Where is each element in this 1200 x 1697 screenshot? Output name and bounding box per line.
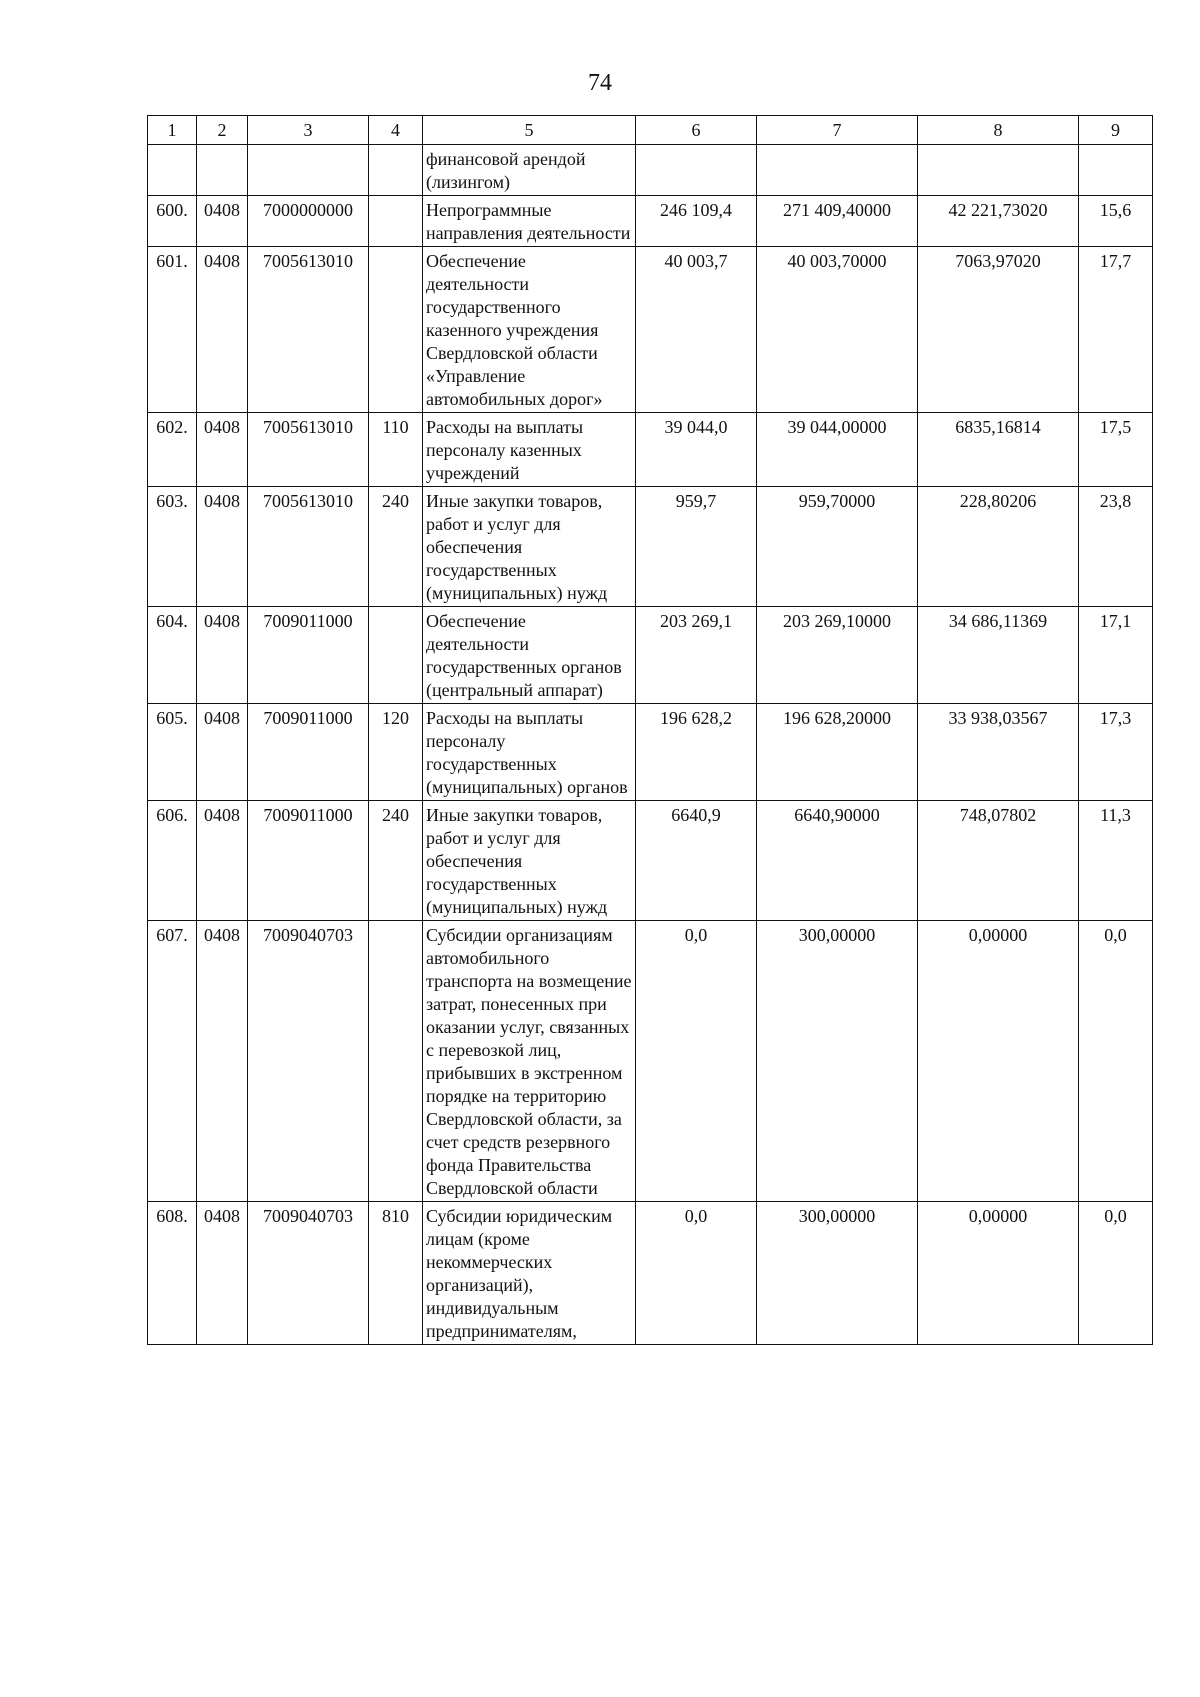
target-article-cell: 7009040703 bbox=[248, 1202, 369, 1345]
execution-cell: 34 686,11369 bbox=[918, 607, 1079, 704]
section-code-cell: 0408 bbox=[197, 247, 248, 413]
amount-cell bbox=[636, 145, 757, 196]
execution-cell: 7063,97020 bbox=[918, 247, 1079, 413]
table-row bbox=[148, 921, 1153, 1202]
section-code-cell: 0408 bbox=[197, 1202, 248, 1345]
table-row bbox=[148, 145, 1153, 196]
page-number: 74 bbox=[588, 70, 612, 96]
target-article-cell: 7009011000 bbox=[248, 801, 369, 921]
target-article-cell: 7000000000 bbox=[248, 196, 369, 247]
target-article-cell: 7009011000 bbox=[248, 607, 369, 704]
column-header: 6 bbox=[636, 116, 757, 145]
percent-cell: 11,3 bbox=[1079, 801, 1153, 921]
percent-cell bbox=[1079, 145, 1153, 196]
amount-cell: 0,0 bbox=[636, 1202, 757, 1345]
amount-cell: 196 628,20000 bbox=[757, 704, 918, 801]
description-cell: Обеспечение деятельности государственных органов (центральный аппарат) bbox=[423, 607, 636, 704]
expense-type-cell: 120 bbox=[369, 704, 423, 801]
table-row bbox=[148, 607, 1153, 704]
table-row bbox=[148, 247, 1153, 413]
section-code-cell: 0408 bbox=[197, 607, 248, 704]
row-number-cell: 602. bbox=[148, 413, 197, 487]
description-cell: Непрограммные направления деятельности bbox=[423, 196, 636, 247]
section-code-cell: 0408 bbox=[197, 413, 248, 487]
description-cell: Расходы на выплаты персоналу государственных (муниципальных) органов bbox=[423, 704, 636, 801]
description-cell: Субсидии юридическим лицам (кроме некоммерческих организаций), индивидуальным предпринимателям, bbox=[423, 1202, 636, 1345]
amount-cell: 196 628,2 bbox=[636, 704, 757, 801]
percent-cell: 17,5 bbox=[1079, 413, 1153, 487]
expense-type-cell: 110 bbox=[369, 413, 423, 487]
percent-cell: 15,6 bbox=[1079, 196, 1153, 247]
amount-cell: 300,00000 bbox=[757, 921, 918, 1202]
amount-cell: 203 269,1 bbox=[636, 607, 757, 704]
percent-cell: 23,8 bbox=[1079, 487, 1153, 607]
expense-type-cell bbox=[369, 921, 423, 1202]
section-code-cell: 0408 bbox=[197, 801, 248, 921]
execution-cell: 0,00000 bbox=[918, 1202, 1079, 1345]
target-article-cell: 7005613010 bbox=[248, 247, 369, 413]
column-header: 8 bbox=[918, 116, 1079, 145]
column-header: 5 bbox=[423, 116, 636, 145]
row-number-cell: 605. bbox=[148, 704, 197, 801]
column-header: 1 bbox=[148, 116, 197, 145]
amount-cell: 39 044,0 bbox=[636, 413, 757, 487]
amount-cell: 39 044,00000 bbox=[757, 413, 918, 487]
table-row bbox=[148, 196, 1153, 247]
percent-cell: 17,7 bbox=[1079, 247, 1153, 413]
section-code-cell: 0408 bbox=[197, 196, 248, 247]
execution-cell: 0,00000 bbox=[918, 921, 1079, 1202]
row-number-cell: 607. bbox=[148, 921, 197, 1202]
percent-cell: 17,3 bbox=[1079, 704, 1153, 801]
expense-type-cell bbox=[369, 145, 423, 196]
execution-cell bbox=[918, 145, 1079, 196]
description-cell: Иные закупки товаров, работ и услуг для обеспечения государственных (муниципальных) нужд bbox=[423, 487, 636, 607]
target-article-cell: 7005613010 bbox=[248, 487, 369, 607]
row-number-cell bbox=[148, 145, 197, 196]
target-article-cell: 7009040703 bbox=[248, 921, 369, 1202]
execution-cell: 33 938,03567 bbox=[918, 704, 1079, 801]
target-article-cell: 7005613010 bbox=[248, 413, 369, 487]
budget-table bbox=[147, 115, 1153, 1345]
section-code-cell: 0408 bbox=[197, 487, 248, 607]
column-header: 2 bbox=[197, 116, 248, 145]
section-code-cell: 0408 bbox=[197, 704, 248, 801]
section-code-cell: 0408 bbox=[197, 921, 248, 1202]
amount-cell: 271 409,40000 bbox=[757, 196, 918, 247]
expense-type-cell: 240 bbox=[369, 801, 423, 921]
percent-cell: 0,0 bbox=[1079, 921, 1153, 1202]
header-row bbox=[148, 116, 1153, 145]
amount-cell: 246 109,4 bbox=[636, 196, 757, 247]
percent-cell: 17,1 bbox=[1079, 607, 1153, 704]
table-row bbox=[148, 413, 1153, 487]
column-header: 7 bbox=[757, 116, 918, 145]
execution-cell: 42 221,73020 bbox=[918, 196, 1079, 247]
target-article-cell bbox=[248, 145, 369, 196]
amount-cell bbox=[757, 145, 918, 196]
expense-type-cell: 240 bbox=[369, 487, 423, 607]
column-header: 4 bbox=[369, 116, 423, 145]
description-cell: Расходы на выплаты персоналу казенных учреждений bbox=[423, 413, 636, 487]
column-header: 9 bbox=[1079, 116, 1153, 145]
amount-cell: 6640,90000 bbox=[757, 801, 918, 921]
expense-type-cell: 810 bbox=[369, 1202, 423, 1345]
execution-cell: 228,80206 bbox=[918, 487, 1079, 607]
expense-type-cell bbox=[369, 607, 423, 704]
execution-cell: 748,07802 bbox=[918, 801, 1079, 921]
amount-cell: 40 003,7 bbox=[636, 247, 757, 413]
description-cell: Обеспечение деятельности государственного казенного учреждения Свердловской области «Управление автомобильных дорог» bbox=[423, 247, 636, 413]
table-row bbox=[148, 1202, 1153, 1345]
expense-type-cell bbox=[369, 196, 423, 247]
row-number-cell: 608. bbox=[148, 1202, 197, 1345]
table-row bbox=[148, 801, 1153, 921]
table-row bbox=[148, 487, 1153, 607]
description-cell: Иные закупки товаров, работ и услуг для обеспечения государственных (муниципальных) нужд bbox=[423, 801, 636, 921]
target-article-cell: 7009011000 bbox=[248, 704, 369, 801]
column-header: 3 bbox=[248, 116, 369, 145]
percent-cell: 0,0 bbox=[1079, 1202, 1153, 1345]
row-number-cell: 603. bbox=[148, 487, 197, 607]
row-number-cell: 600. bbox=[148, 196, 197, 247]
expense-type-cell bbox=[369, 247, 423, 413]
section-code-cell bbox=[197, 145, 248, 196]
description-cell: финансовой арендой (лизингом) bbox=[423, 145, 636, 196]
execution-cell: 6835,16814 bbox=[918, 413, 1079, 487]
row-number-cell: 606. bbox=[148, 801, 197, 921]
amount-cell: 959,7 bbox=[636, 487, 757, 607]
amount-cell: 0,0 bbox=[636, 921, 757, 1202]
row-number-cell: 601. bbox=[148, 247, 197, 413]
amount-cell: 203 269,10000 bbox=[757, 607, 918, 704]
amount-cell: 6640,9 bbox=[636, 801, 757, 921]
row-number-cell: 604. bbox=[148, 607, 197, 704]
table-row bbox=[148, 704, 1153, 801]
amount-cell: 959,70000 bbox=[757, 487, 918, 607]
amount-cell: 300,00000 bbox=[757, 1202, 918, 1345]
description-cell: Субсидии организациям автомобильного транспорта на возмещение затрат, понесенных при оказании услуг, связанных с перевозкой лиц, прибывших в экстренном порядке на территорию Свердловской области, за счет средств резервного фонда Правительства Свердловской области bbox=[423, 921, 636, 1202]
amount-cell: 40 003,70000 bbox=[757, 247, 918, 413]
